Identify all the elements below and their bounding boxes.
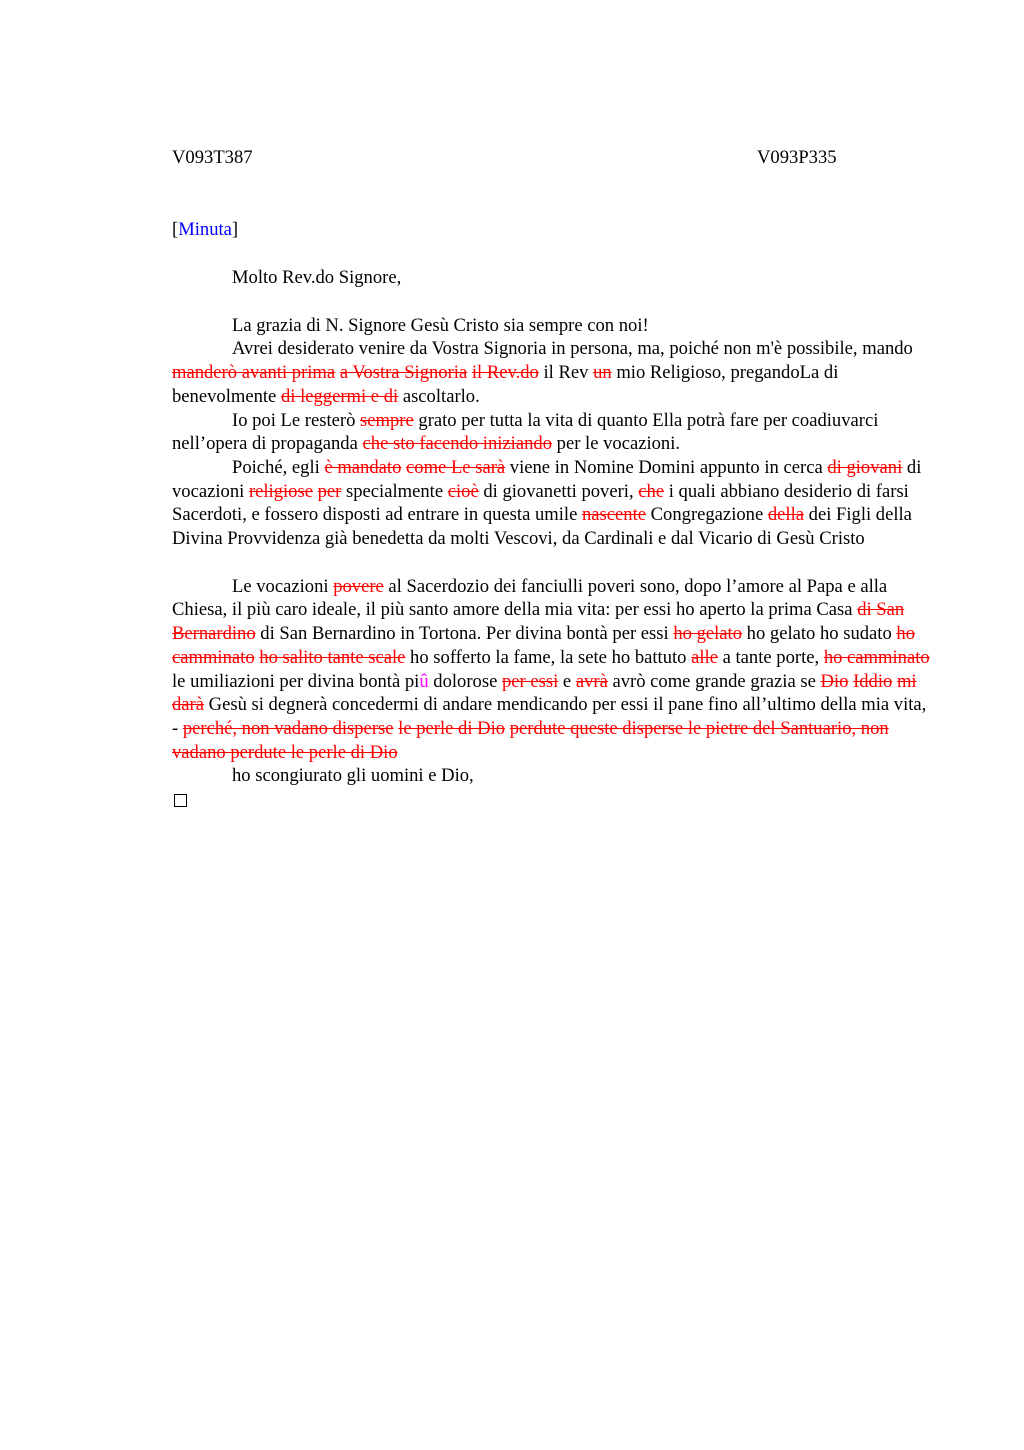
text-run: dei Figli della Divina Provvidenza già benedetta da molti Vescovi, da Cardinali e dal Vicario di Gesù Cristo xyxy=(172,504,912,550)
deleted-text: per xyxy=(317,480,342,502)
label-close-bracket: ] xyxy=(231,219,239,240)
deleted-text: a Vostra Signoria xyxy=(339,362,468,384)
square-icon xyxy=(174,794,187,807)
deleted-text: religiose xyxy=(248,480,313,502)
deleted-text: di San Bernardino xyxy=(172,599,905,645)
deleted-text: Iddio xyxy=(853,670,893,692)
deleted-text: per essi xyxy=(501,670,559,692)
text-run: per le vocazioni. xyxy=(552,433,681,455)
paragraph-vocations xyxy=(172,575,932,765)
text-run: avrò come grande grazia se xyxy=(607,670,821,692)
text-run: viene in Nomine Domini appunto in cerca xyxy=(505,456,828,478)
text-run: di vocazioni xyxy=(172,456,922,502)
text-run: mio Religioso, pregandoLa di benevolmente xyxy=(172,362,839,407)
label-open-bracket: [ xyxy=(172,219,179,240)
deleted-text: che xyxy=(638,480,665,502)
paragraph-gratitude xyxy=(172,409,932,456)
end-marker-box xyxy=(172,788,932,813)
deleted-text: sempre xyxy=(360,409,414,431)
paragraph-closing: ho scongiurato gli uomini e Dio, xyxy=(232,765,474,787)
page-code-right: V093P335 xyxy=(757,147,837,168)
text-run: il Rev xyxy=(538,362,594,384)
minuta-label xyxy=(172,218,932,242)
text-run: i quali abbiano desiderio di farsi Sacerdoti, e fossero disposti ad entrare in questa umile xyxy=(172,480,909,526)
deleted-text: della xyxy=(767,504,804,526)
deleted-text: mi darà xyxy=(172,670,917,716)
text-run: Io poi Le resterò xyxy=(232,409,361,431)
text-run: specialmente xyxy=(341,480,448,502)
deleted-text: alle xyxy=(691,646,718,668)
text-run: dolorose xyxy=(428,670,502,692)
deleted-text: di leggermi e di xyxy=(280,385,399,407)
deleted-text: povere xyxy=(333,575,384,597)
text-run: Poiché, egli xyxy=(232,456,325,478)
text-run: ho sofferto la fame, la sete ho battuto xyxy=(405,646,692,668)
deleted-text: come Le sarà xyxy=(406,456,506,478)
text-run: di San Bernardino in Tortona. Per divina bontà per essi xyxy=(255,623,674,645)
text-run: a tante porte, xyxy=(717,646,824,668)
deleted-text: nascente xyxy=(581,504,646,526)
deleted-text: ho camminato xyxy=(172,623,916,668)
deleted-text: che sto facendo iniziando xyxy=(362,433,552,455)
deleted-text: il Rev.do xyxy=(471,362,539,384)
text-run: le umiliazioni per divina bontà pi xyxy=(172,670,420,692)
deleted-text: avrà xyxy=(575,670,608,692)
deleted-text: Dio xyxy=(820,670,849,692)
label-text: Minuta xyxy=(178,219,232,240)
text-run: al Sacerdozio dei fanciulli poveri sono, dopo l’amore al Papa e alla Chiesa, il più caro ideale, il più santo amore della mia vita: per essi ho aperto la prima Casa xyxy=(172,575,888,621)
text-run: e xyxy=(558,670,576,692)
text-run: Congregazione xyxy=(646,504,768,526)
deleted-text: cioè xyxy=(447,480,479,502)
deleted-text: ho salito tante scale xyxy=(259,646,406,668)
deleted-text: le perle di Dio xyxy=(398,717,506,739)
deleted-text: ho gelato xyxy=(673,623,743,645)
text-run: Avrei desiderato venire da Vostra Signoria in persona, ma, poiché non m'è possibile, mando xyxy=(232,338,913,360)
deleted-text: perdute queste disperse le pietre del Santuario, non vadano perdute le perle di Dio xyxy=(172,717,889,763)
paragraph-greeting: La grazia di N. Signore Gesù Cristo sia sempre con noi! xyxy=(232,314,649,336)
deleted-text: perché, non vadano disperse xyxy=(182,717,394,739)
text-run: Le vocazioni xyxy=(232,575,334,597)
document-code-left: V093T387 xyxy=(172,147,253,168)
text-run: di giovanetti poveri, xyxy=(478,480,639,502)
deleted-text: un xyxy=(593,362,612,384)
paragraph-mission xyxy=(172,456,932,551)
salutation: Molto Rev.do Signore, xyxy=(232,267,402,288)
paragraph-desire xyxy=(172,337,932,408)
text-run: Gesù si degnerà concedermi di andare mendicando per essi il pane fino all’ultimo della mia vita, - xyxy=(172,694,927,739)
text-run: ascoltarlo. xyxy=(398,385,480,407)
document-page xyxy=(172,146,932,813)
deleted-text: manderò avanti prima xyxy=(172,362,336,384)
deleted-text: è mandato xyxy=(324,456,402,478)
text-run: grato per tutta la vita di quanto Ella potrà fare per coadiuvarci nell’opera di propaganda xyxy=(172,409,879,455)
text-run: ho gelato ho sudato xyxy=(742,623,897,645)
deleted-text: ho camminato xyxy=(823,646,930,668)
uncertain-char: û xyxy=(419,670,429,692)
document-header xyxy=(172,146,932,170)
deleted-text: di giovani xyxy=(827,456,903,478)
